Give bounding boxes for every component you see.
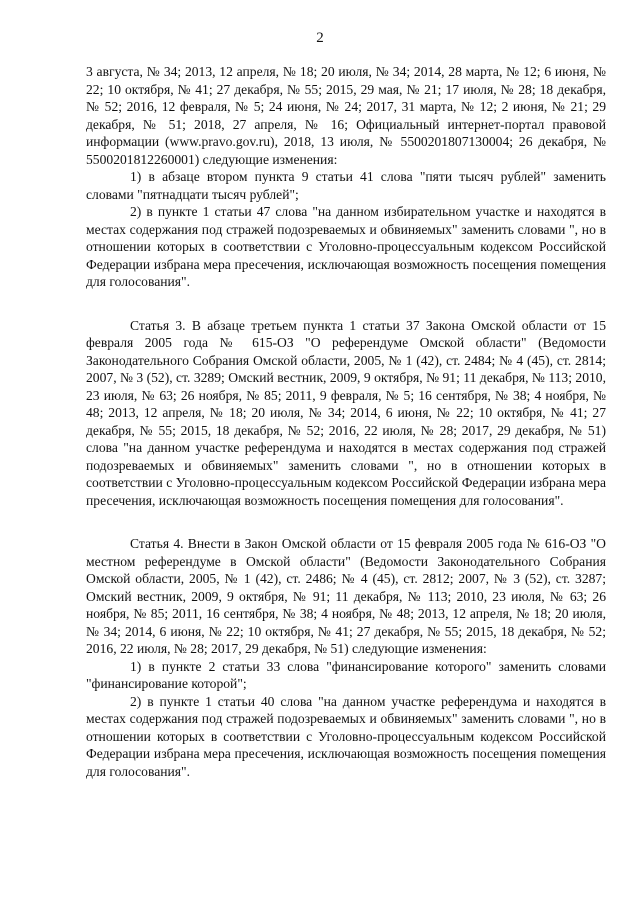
paragraph-article-4-item-2: 2) в пункте 1 статьи 40 слова "на данном участке референдума и находятся в местах содержания под стражей подозреваемых и обвиняемых" заменить словами ", но в отношении которых в соответствии с Уголовно-процессуальным кодексом Российской Федерации избрана мера пресечения, исключающая возможность посещения помещения для голосования". — [86, 693, 606, 779]
paragraph-article-3: Статья 3. В абзаце третьем пункта 1 статьи 37 Закона Омской области от 15 февраля 2005 года № 615-ОЗ "О референдуме Омской области" (Ведомости Законодательного Собрания Омской области, 2005, № 1 (42), ст. 2484; № 4 (45), ст. 2814; 2007, № 3 (52), ст. 3289; Омский вестник, 2009, 9 октября, № 91; 11 декабря, № 113; 2010, 23 июля, № 63; 26 ноября, № 85; 2011, 9 февраля, № 5; 16 сентября, № 38; 4 ноября, № 48; 2013, 12 апреля, № 18; 20 июля, № 34; 2014, 6 июня, № 22; 10 октября, № 41; 27 декабря, № 55; 2015, 18 декабря, № 52; 2016, 22 июля, № 28; 2017, 29 декабря, № 51) слова "на данном участке референдума и находятся в местах содержания под стражей подозреваемых и обвиняемых" заменить словами ", но в отношении которых в соответствии с Уголовно-процессуальным кодексом Российской Федерации избрана мера пресечения, исключающая возможность посещения помещения для голосования". — [86, 317, 606, 508]
paragraph-item-1: 1) в абзаце втором пункта 9 статьи 41 слова "пяти тысяч рублей" заменить словами "пятнадцати тысяч рублей"; — [86, 169, 606, 202]
document-body — [86, 63, 606, 780]
paragraph-article-4: Статья 4. Внести в Закон Омской области от 15 февраля 2005 года № 616-ОЗ "О местном референдуме в Омской области" (Ведомости Законодательного Собрания Омской области, 2005, № 1 (42), ст. 2486; № 4 (45), ст. 2812; 2007, № 3 (52), ст. 3287; Омский вестник, 2009, 9 октября, № 91; 11 декабря, № 113; 2010, 23 июля, № 63; 26 ноября, № 85; 2011, 16 сентября, № 38; 4 ноября, № 48; 2013, 12 апреля, № 18; 20 июля, № 34; 2014, 6 июня, № 22; 10 октября, № 41; 27 декабря, № 55; 2015, 18 декабря, № 52; 2016, 22 июля, № 28; 2017, 29 декабря, № 51) следующие изменения: — [86, 536, 606, 656]
paragraph-article-4-item-1: 1) в пункте 2 статьи 33 слова "финансирование которого" заменить словами "финансирование которой"; — [86, 658, 606, 691]
page-number: 2 — [316, 30, 324, 46]
paragraph-continuation: 3 августа, № 34; 2013, 12 апреля, № 18; 20 июля, № 34; 2014, 28 марта, № 12; 6 июня, № 22; 10 октября, № 41; 27 декабря, № 55; 2015, 29 мая, № 21; 17 июля, № 28; 18 декабря, № 52; 2016, 12 февраля, № 5; 24 июня, № 24; 2017, 31 марта, № 12; 2 июня, № 21; 29 декабря, № 51; 2018, 27 апреля, № 16; Официальный интернет-портал правовой информации (www.pravo.gov.ru), 2018, 13 июля, № 5500201807130004; 26 декабря, № 5500201812260001) следующие изменения: — [86, 64, 606, 167]
paragraph-item-2: 2) в пункте 1 статьи 47 слова "на данном избирательном участке и находятся в местах содержания под стражей подозреваемых и обвиняемых" заменить словами ", но в отношении которых в соответствии с Уголовно-процессуальным кодексом Российской Федерации избрана мера пресечения, исключающая возможность посещения помещения для голосования". — [86, 204, 606, 289]
